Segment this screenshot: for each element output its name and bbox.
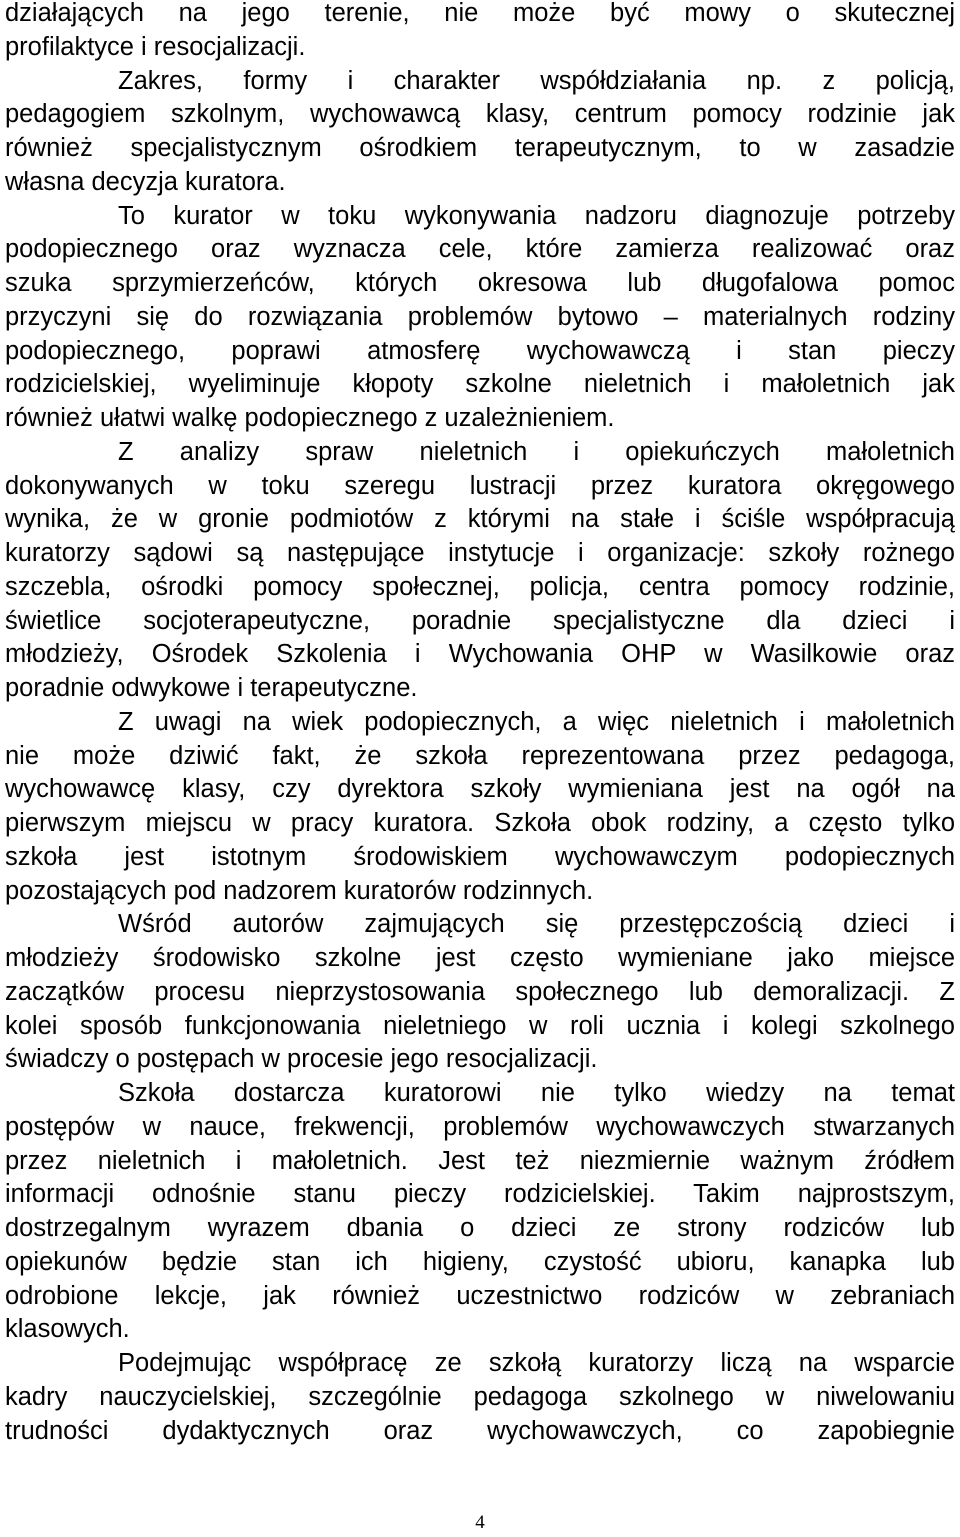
text-line: podopiecznego oraz wyznacza cele, które zamierza realizować oraz (5, 235, 955, 264)
text-line: Zakres, formy i charakter współdziałania np. z policją, (118, 66, 955, 95)
text-line: świetlice socjoterapeutyczne, poradnie specjalistyczne dla dzieci i (5, 606, 955, 635)
text-line: rodzicielskiej, wyeliminuje kłopoty szkolne nieletnich i małoletnich jak (5, 370, 955, 399)
text-line: pozostających pod nadzorem kuratorów rodzinnych. (5, 876, 594, 905)
text-line: kadry nauczycielskiej, szczególnie pedagoga szkolnego w niwelowaniu (5, 1382, 955, 1411)
text-line: klasowych. (5, 1315, 130, 1344)
text-line: Z analizy spraw nieletnich i opiekuńczych małoletnich (118, 437, 955, 466)
text-line: podopiecznego, poprawi atmosferę wychowawczą i stan pieczy (5, 336, 955, 365)
text-line: trudności dydaktycznych oraz wychowawczych, co zapobiegnie (5, 1416, 955, 1445)
text-line: dokonywanych w toku szeregu lustracji przez kuratora okręgowego (5, 471, 955, 500)
text-line: przez nieletnich i małoletnich. Jest też niezmiernie ważnym źródłem (5, 1146, 955, 1175)
text-line: pedagogiem szkolnym, wychowawcą klasy, centrum pomocy rodzinie jak (5, 100, 955, 129)
text-line: profilaktyce i resocjalizacji. (5, 32, 306, 61)
text-line: również ułatwi walkę podopiecznego z uzależnieniem. (5, 404, 615, 432)
text-line: szczebla, ośrodki pomocy społecznej, policja, centra pomocy rodzinie, (5, 572, 955, 601)
text-line: dostrzegalnym wyrazem dbania o dzieci ze strony rodziców lub (5, 1214, 955, 1242)
text-line: To kurator w toku wykonywania nadzoru diagnozuje potrzeby (118, 201, 955, 230)
text-line: młodzieży, Ośrodek Szkolenia i Wychowania OHP w Wasilkowie oraz (5, 640, 955, 669)
text-line: własna decyzja kuratora. (5, 167, 286, 196)
text-line: Podejmując współpracę ze szkołą kuratorzy liczą na wsparcie (118, 1349, 955, 1377)
text-line: informacji odnośnie stanu pieczy rodzicielskiej. Takim najprostszym, (5, 1180, 955, 1209)
text-line: świadczy o postępach w procesie jego resocjalizacji. (5, 1045, 598, 1074)
text-line: Z uwagi na wiek podopiecznych, a więc nieletnich i małoletnich (118, 707, 955, 736)
text-line: szkoła jest istotnym środowiskiem wychowawczym podopiecznych (5, 842, 955, 871)
text-line: nie może dziwić fakt, że szkoła reprezentowana przez pedagoga, (5, 741, 955, 770)
text-line: kuratorzy sądowi są następujące instytucje i organizacje: szkoły rożnego (5, 539, 955, 567)
text-line: przyczyni się do rozwiązania problemów bytowo – materialnych rodziny (5, 302, 955, 331)
text-line: kolei sposób funkcjonowania nieletniego w roli ucznia i kolegi szkolnego (5, 1011, 955, 1040)
text-line: wynika, że w gronie podmiotów z którymi na stałe i ściśle współpracują (5, 505, 955, 534)
text-line: opiekunów będzie stan ich higieny, czystość ubioru, kanapka lub (5, 1247, 955, 1276)
text-line: wychowawcę klasy, czy dyrektora szkoły wymieniana jest na ogół na (5, 775, 955, 804)
text-line: Wśród autorów zajmujących się przestępczością dzieci i (118, 910, 955, 939)
page-number: 4 (475, 1512, 485, 1533)
text-line: postępów w nauce, frekwencji, problemów wychowawczych stwarzanych (5, 1112, 955, 1141)
text-line: poradnie odwykowe i terapeutyczne. (5, 674, 418, 702)
text-line: działających na jego terenie, nie może być mowy o skutecznej (5, 0, 955, 27)
text-line: pierwszym miejscu w pracy kuratora. Szkoła obok rodziny, a często tylko (5, 809, 955, 837)
text-line: Szkoła dostarcza kuratorowi nie tylko wiedzy na temat (118, 1079, 955, 1107)
text-line: odrobione lekcje, jak również uczestnictwo rodziców w zebraniach (5, 1281, 955, 1310)
text-line: szuka sprzymierzeńców, których okresowa lub długofalowa pomoc (5, 269, 955, 297)
text-line: również specjalistycznym ośrodkiem terapeutycznym, to w zasadzie (5, 134, 955, 162)
text-line: młodzieży środowisko szkolne jest często wymieniane jako miejsce (5, 944, 955, 972)
text-line: zaczątków procesu nieprzystosowania społecznego lub demoralizacji. Z (5, 977, 955, 1006)
